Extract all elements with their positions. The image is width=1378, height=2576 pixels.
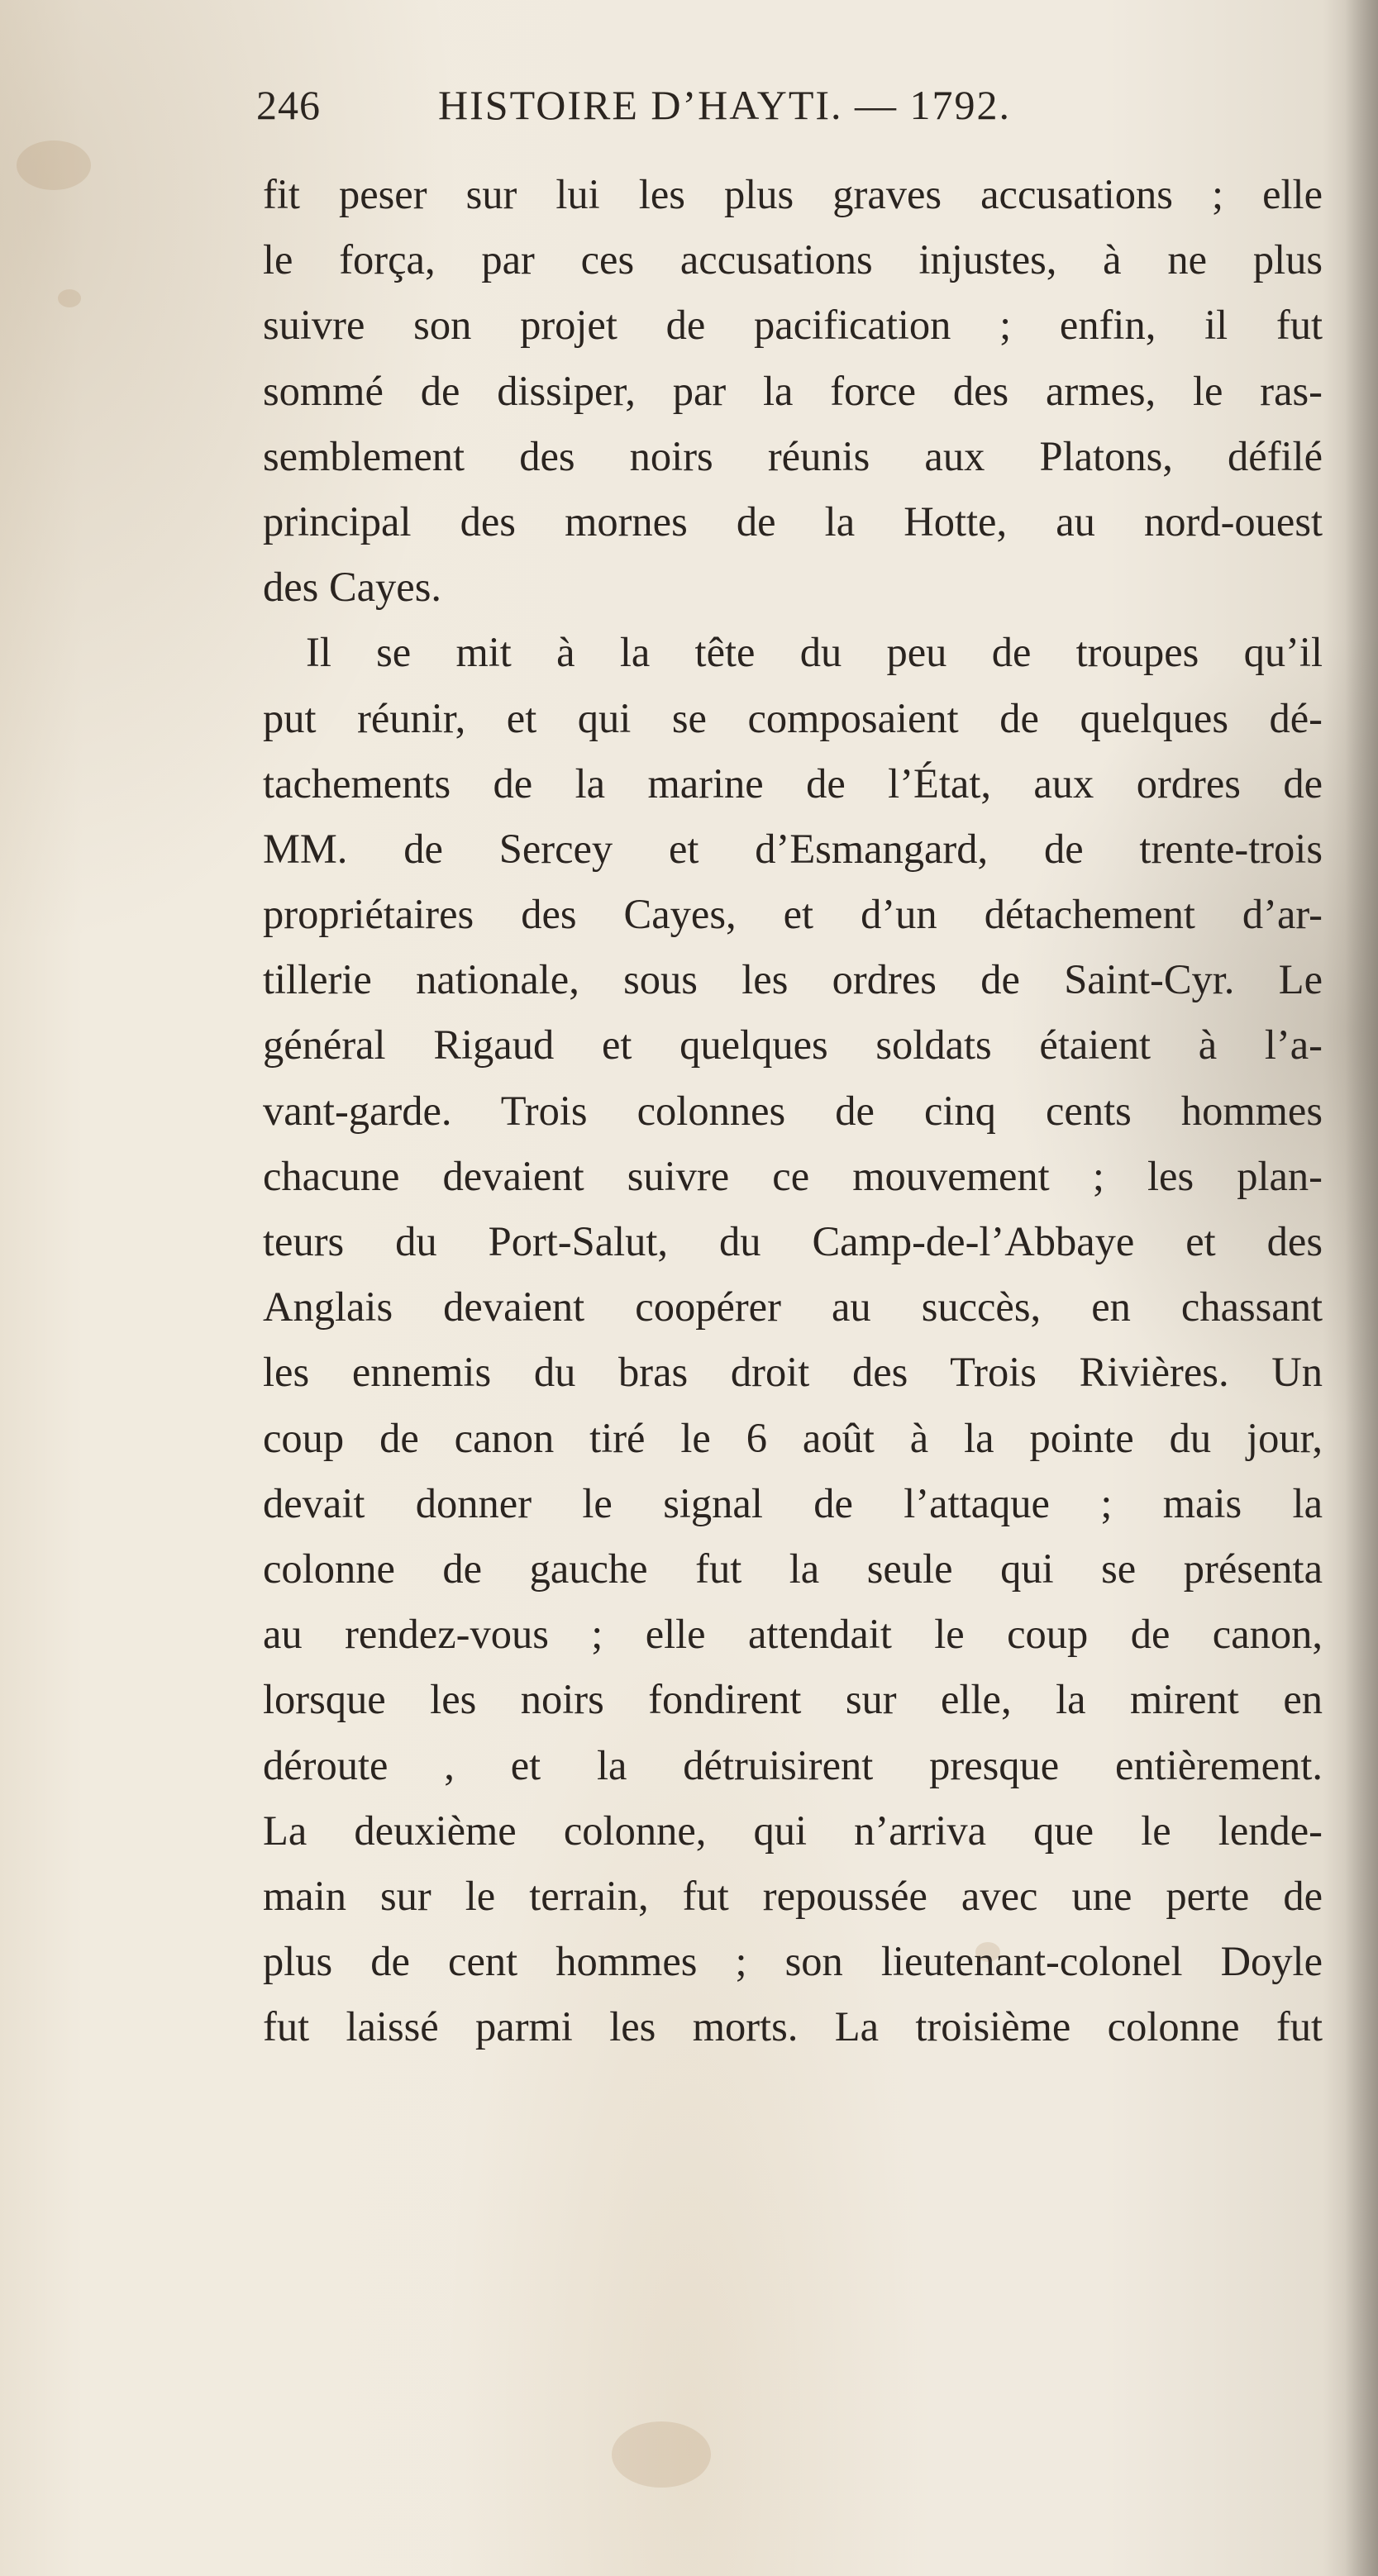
text-line: coup de canon tiré le 6 août à la pointe du jour, (263, 1414, 1323, 1461)
body-text (263, 162, 1323, 2059)
text-line: suivre son projet de pacification ; enfin, il fut (263, 302, 1323, 349)
text-line: lorsque les noirs fondirent sur elle, la mirent en (263, 1676, 1323, 1723)
text-line: principal des mornes de la Hotte, au nord-ouest (263, 498, 1323, 545)
text-line: put réunir, et qui se composaient de quelques dé- (263, 694, 1323, 741)
text-line: fut laissé parmi les morts. La troisième colonne fut (263, 2003, 1323, 2050)
page-number: 246 (256, 82, 321, 128)
text-line: main sur le terrain, fut repoussée avec une perte de (263, 1872, 1323, 1919)
text-line: fit peser sur lui les plus graves accusations ; elle (263, 171, 1323, 217)
text-line: Anglais devaient coopérer au succès, en chassant (263, 1283, 1323, 1331)
text-line: devait donner le signal de l’attaque ; mais la (263, 1479, 1323, 1526)
text-line: tachements de la marine de l’État, aux ordres de (263, 759, 1323, 807)
text-line: propriétaires des Cayes, et d’un détachement d’ar- (263, 891, 1323, 938)
running-title: HISTOIRE D’HAYTI. — 1792. (438, 82, 1012, 128)
page-edge-shadow (1345, 0, 1378, 2576)
text-line: semblement des noirs réunis aux Platons, défilé (263, 432, 1323, 479)
text-line: les ennemis du bras droit des Trois Rivières. Un (263, 1349, 1323, 1396)
text-line: des Cayes. (263, 564, 441, 611)
text-line: MM. de Sercey et d’Esmangard, de trente-trois (263, 825, 1323, 872)
text-line: plus de cent hommes ; son lieutenant-colonel Doyle (263, 1938, 1323, 1985)
text-line: colonne de gauche fut la seule qui se présenta (263, 1545, 1323, 1592)
foxing-stain (17, 140, 91, 190)
text-line: tillerie nationale, sous les ordres de Saint-Cyr. Le (263, 956, 1323, 1003)
text-line: au rendez-vous ; elle attendait le coup de canon, (263, 1611, 1323, 1658)
text-line: teurs du Port-Salut, du Camp-de-l’Abbaye et des (263, 1218, 1323, 1264)
text-line: Il se mit à la tête du peu de troupes qu’il (306, 629, 1323, 676)
running-header (256, 81, 1323, 129)
text-line: sommé de dissiper, par la force des armes, le ras- (263, 367, 1323, 414)
text-line: La deuxième colonne, qui n’arriva que le lende- (263, 1807, 1323, 1854)
foxing-stain (58, 289, 81, 307)
text-line: chacune devaient suivre ce mouvement ; les plan- (263, 1152, 1323, 1199)
text-line: le força, par ces accusations injustes, à ne plus (263, 236, 1323, 283)
text-line: déroute , et la détruisirent presque entièrement. (263, 1741, 1323, 1788)
text-line: général Rigaud et quelques soldats étaient à l’a- (263, 1021, 1323, 1069)
foxing-stain (612, 2421, 711, 2488)
text-line: vant-garde. Trois colonnes de cinq cents hommes (263, 1087, 1323, 1134)
